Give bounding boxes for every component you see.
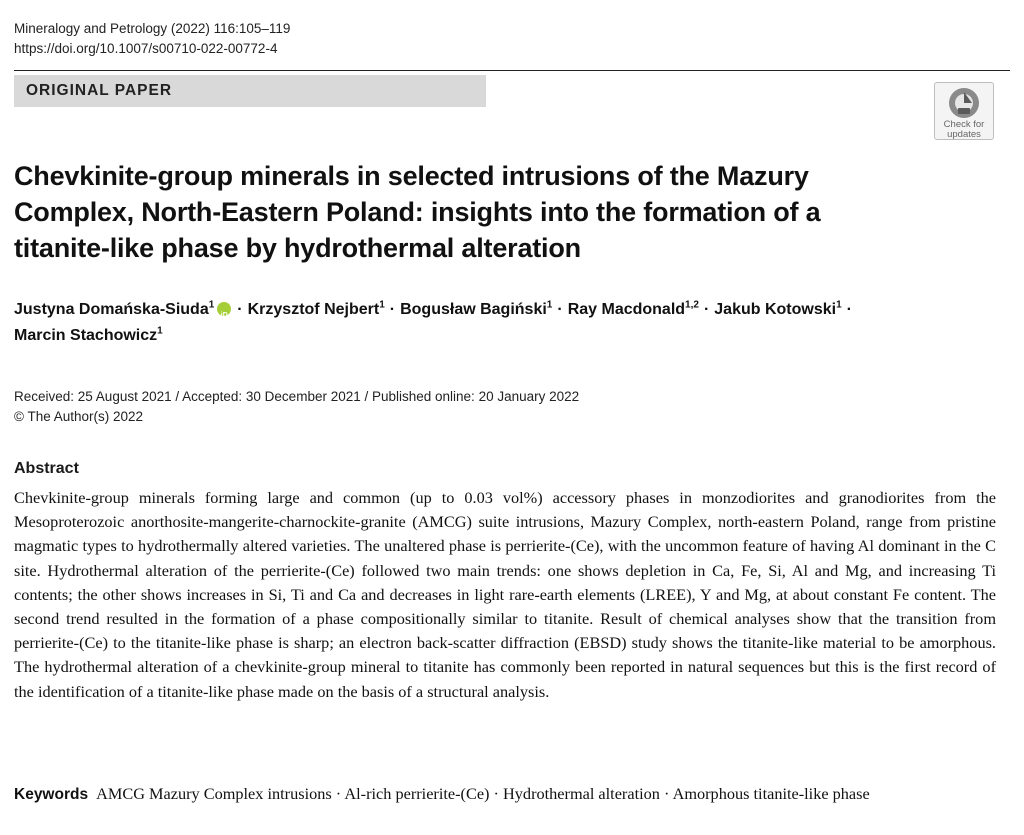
- article-type-banner: [14, 75, 486, 107]
- abstract-text: Chevkinite-group minerals forming large and common (up to 0.03 vol%) accessory phases in monzodiorites and granodiorites from the Mesoproterozoic anorthosite-mangerite-charnockite-granite (AMCG) suite intrusions, Mazury Complex, north-eastern Poland, range from pristine magmatic types to hydrothermally altered varieties. The unaltered phase is perrierite-(Ce), with the uncommon feature of having Al dominant in the C site. Hydrothermal alteration of the perrierite-(Ce) followed two main trends: one shows depletion in Ca, Fe, Si, Al and Mg, and increasing Ti contents; the other shows increases in Si, Ti and Ca and decreases in light rare-earth elements (LREE), Y and Mg, at about constant Fe content. The second trend resulted in the formation of a phase compositionally similar to titanite. Result of chemical analyses show that the transition from perrierite-(Ce) to the titanite-like phase is sharp; an electron back-scatter diffraction (EBSD) study shows the titanite-like material to be amorphous. The hydrothermal alteration of a chevkinite-group mineral to titanite has commonly been reported in natural sequences but this is the first record of the identification of a titanite-like phase made on the basis of a structural analysis.: [14, 488, 996, 701]
- author-name[interactable]: Marcin Stachowicz: [14, 327, 158, 344]
- author-name[interactable]: Bogusław Bagiński: [400, 301, 547, 318]
- author-name[interactable]: Jakub Kotowski: [714, 301, 837, 318]
- author-affiliation: 1: [546, 299, 553, 311]
- author-name[interactable]: Ray Macdonald: [567, 301, 686, 318]
- header-rule: [14, 70, 1010, 71]
- author-affiliation: 1: [836, 299, 842, 311]
- check-for-updates-label-1: Check for: [943, 119, 985, 130]
- publication-dates: [14, 387, 579, 427]
- journal-citation: Mineralogy and Petrology (2022) 116:105–119: [14, 21, 291, 36]
- abstract-heading: Abstract: [14, 460, 79, 477]
- check-for-updates-button[interactable]: [934, 82, 994, 140]
- author-affiliation: 1: [157, 325, 163, 337]
- orcid-icon[interactable]: [217, 302, 231, 316]
- keywords-section: [14, 782, 974, 807]
- keywords-heading: Keywords: [14, 786, 89, 803]
- keywords-list: AMCG Mazury Complex intrusions · Al-rich perrierite-(Ce) · Hydrothermal alteration · Amorphous titanite-like phase: [96, 784, 870, 803]
- author-name[interactable]: Justyna Domańska-Siuda: [14, 301, 209, 318]
- received-accepted-published: Received: 25 August 2021 / Accepted: 30 December 2021 / Published online: 20 January 2022: [14, 389, 580, 404]
- article-title: Chevkinite-group minerals in selected intrusions of the Mazury Complex, North-Eastern Poland: insights into the formation of a titanite-like phase by hydrothermal alteration: [14, 161, 821, 263]
- doi-link[interactable]: https://doi.org/10.1007/s00710-022-00772-4: [14, 41, 278, 56]
- author-affiliation: 1,2: [685, 299, 699, 311]
- check-for-updates-icon: [947, 86, 981, 120]
- copyright-notice: © The Author(s) 2022: [14, 409, 144, 424]
- author-list: Justyna Domańska-Siuda$^1$iD · Krzysztof Nejbert$^1$ · Bogusław Bagiński$^1$ · Ray Macdonald$^{1,2}$ · Jakub Kotowski$^1$ · Marcin Stachowicz$^1$: [14, 297, 994, 349]
- article-type-label: ORIGINAL PAPER: [26, 82, 173, 99]
- author-affiliation: 1: [208, 299, 215, 311]
- author-affiliation: 1: [379, 299, 385, 311]
- check-for-updates-label-2: updates: [947, 129, 981, 140]
- author-name[interactable]: Krzysztof Nejbert: [247, 301, 380, 318]
